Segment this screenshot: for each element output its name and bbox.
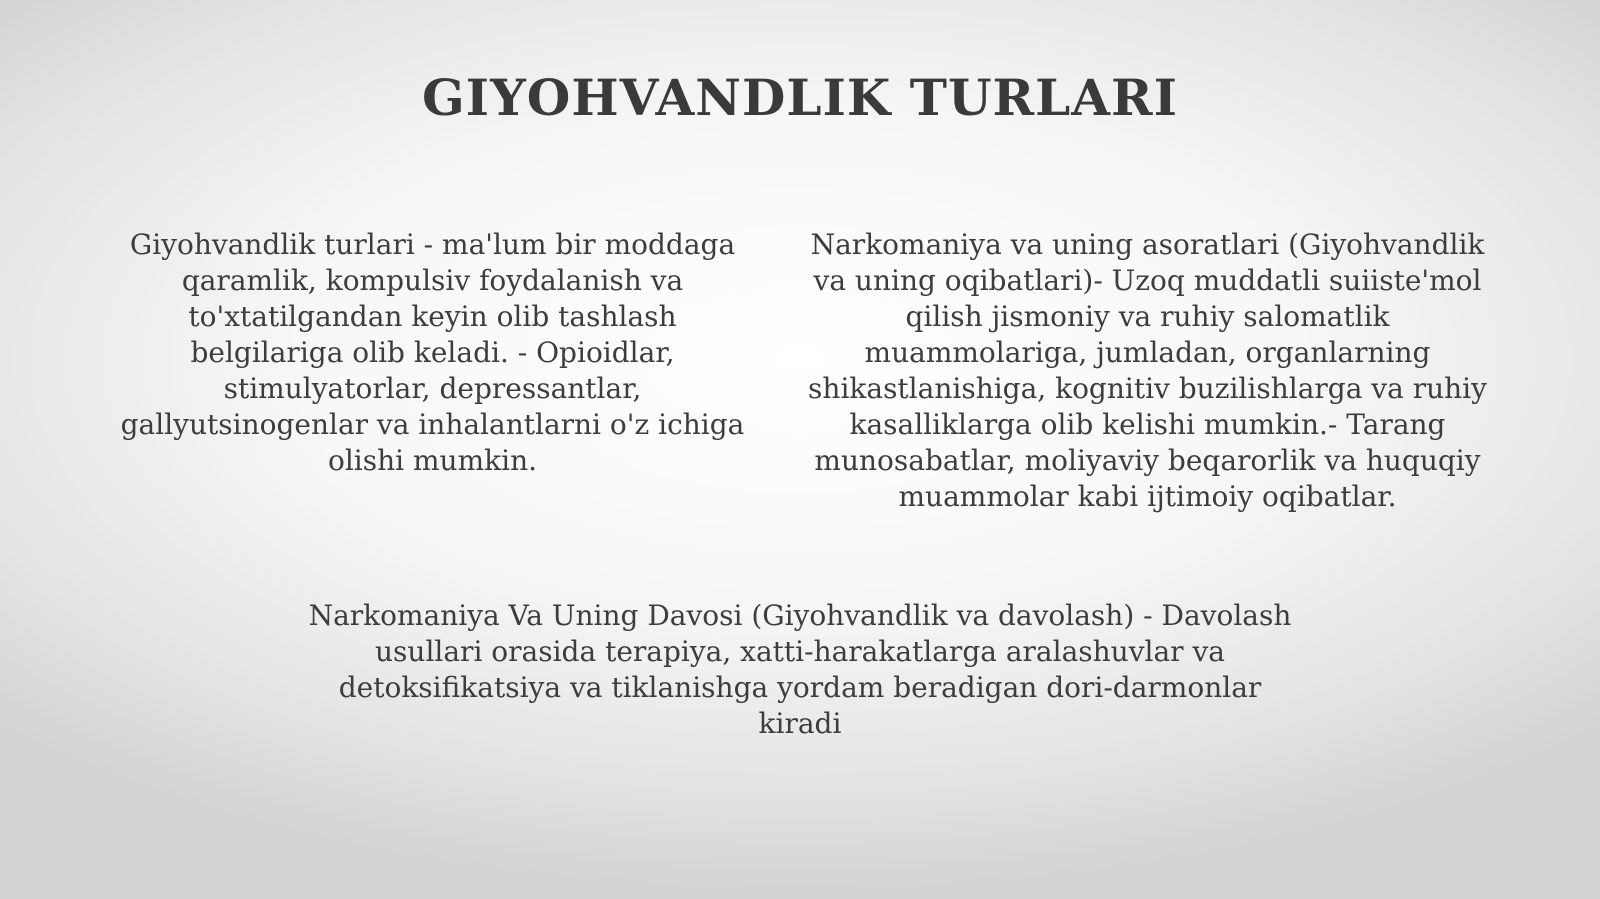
- slide-title: GIYOHVANDLIK TURLARI: [421, 68, 1178, 127]
- bottom-text-block: Narkomaniya Va Uning Davosi (Giyohvandlik va davolash) - Davolash usullari orasida terapiya, xatti-harakatlarga aralashuvlar va detoksifikatsiya va tiklanishga yordam beradigan dori-darmonlar kiradi: [308, 599, 1292, 740]
- right-text-block: Narkomaniya va uning asoratlari (Giyohvandlik va uning oqibatlari)- Uzoq muddatli suiiste'mol qilish jismoniy va ruhiy salomatlik muammolariga, jumladan, organlarning shikastlanishiga, kognitiv buzilishlarga va ruhiy kasalliklarga olib kelishi mumkin.- Tarang munosabatlar, moliyaviy beqarorlik va huquqiy muammolar kabi ijtimoiy oqibatlar.: [808, 228, 1487, 513]
- left-text-block: Giyohvandlik turlari - ma'lum bir moddaga qaramlik, kompulsiv foydalanish va to'xtatilgandan keyin olib tashlash belgilariga olib keladi. - Opioidlar, stimulyatorlar, depressantlar, gallyutsinogenlar va inhalantlarni o'z ichiga olishi mumkin.: [120, 228, 745, 477]
